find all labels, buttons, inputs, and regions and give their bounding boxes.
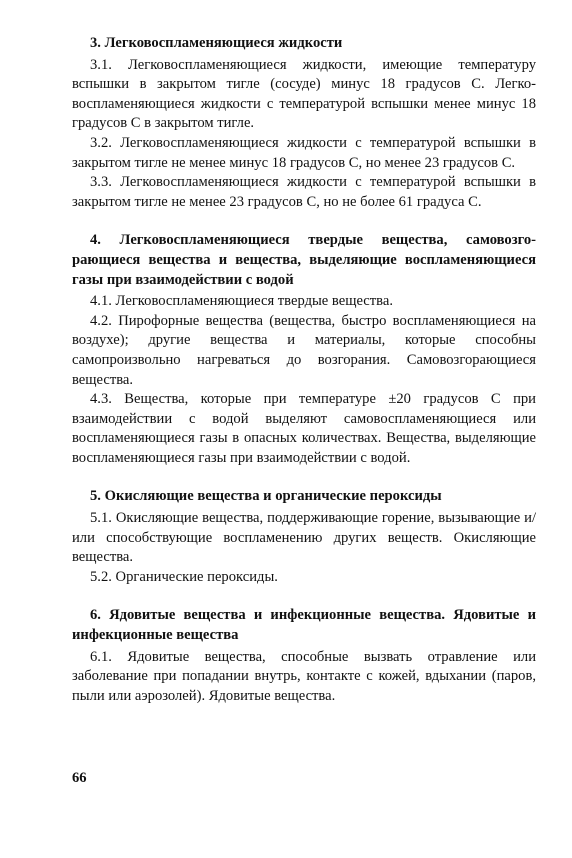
section-spacer bbox=[72, 212, 536, 231]
section-6 bbox=[72, 606, 536, 706]
section-heading: 5. Окисляющие вещества и органические пероксиды bbox=[90, 488, 442, 505]
paragraph: 4.2. Пирофорные вещества (вещества, быстро воспламеняющиеся на воздухе); другие вещества и материалы, которые способны самопроизвольно нагреваться до возгорания. Самовозгорающиеся вещества. bbox=[72, 312, 536, 388]
paragraph: 5.2. Органические пероксиды. bbox=[90, 568, 278, 585]
paragraph: 4.3. Вещества, которые при температуре ±20 градусов С при взаимодействии с водой выделяют самовоспламеняющиеся или воспламеняющиеся газы в опасных количествах. Вещества, выделяющие воспламеняющиеся газы при взаимодействии с водой. bbox=[72, 391, 536, 466]
page-number: 66 bbox=[72, 770, 87, 786]
paragraph: 4.1. Легковоспламеняющиеся твердые вещества. bbox=[90, 293, 393, 310]
section-3 bbox=[72, 34, 536, 212]
paragraph: 3.2. Легковоспламеняющиеся жидкости с температурой вспышки в закрытом тигле не менее минус 18 градусов С, но менее 23 градусов С. bbox=[72, 134, 536, 171]
section-heading: 6. Ядовитые вещества и инфекционные вещества. Ядовитые и инфекционные вещества bbox=[72, 607, 536, 644]
section-heading: 3. Легковоспламеняющиеся жидкости bbox=[90, 35, 343, 51]
section-heading: 4. Легковоспламеняющиеся твердые вещества, самовозгорающиеся вещества и вещества, выделяющие воспламеняющиеся газы при взаимодействии с водой bbox=[72, 232, 536, 288]
section-spacer bbox=[72, 468, 536, 487]
page-body bbox=[72, 34, 536, 706]
paragraph: 6.1. Ядовитые вещества, способные вызвать отравление или заболевание при попадании внутрь, контакте с кожей, вдыхании (паров, пыли или аэрозолей). Ядовитые вещества. bbox=[72, 648, 536, 704]
section-5 bbox=[72, 487, 536, 587]
paragraph: 3.3. Легковоспламеняющиеся жидкости с температурой вспышки в закрытом тигле не менее 23 градусов С, но не более 61 градуса С. bbox=[72, 174, 536, 210]
section-spacer bbox=[72, 587, 536, 606]
section-4 bbox=[72, 231, 536, 468]
paragraph: 5.1. Окисляющие вещества, поддерживающие горение, вызывающие и/или способствующие воспламенению других веществ. Окисляющие вещества. bbox=[72, 510, 536, 566]
paragraph: 3.1. Легковоспламеняющиеся жидкости, имеющие температуру вспышки в закрытом тигле (сосуде) минус 18 градусов С. Легковоспламеняющиеся жидкости с температурой вспышки менее минус 18 градусов С в закрытом тигле. bbox=[72, 56, 536, 132]
